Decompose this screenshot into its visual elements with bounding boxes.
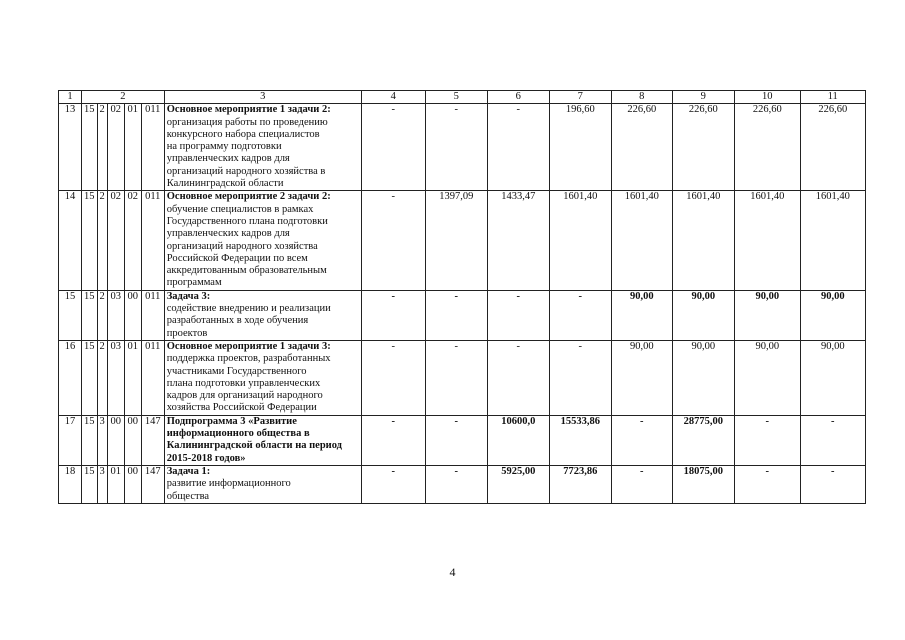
code-cell: 01 xyxy=(107,465,124,503)
row-title: Основное мероприятие 2 задачи 2: xyxy=(166,191,331,203)
row-description-line: Государственного плана подготовки xyxy=(166,215,328,227)
value-cell: 1433,47 xyxy=(487,191,549,290)
value-cell: - xyxy=(734,415,800,465)
code-cell: 3 xyxy=(97,465,107,503)
value-cell: - xyxy=(734,465,800,503)
code-cell: 147 xyxy=(141,465,164,503)
table-row xyxy=(59,191,866,290)
code-cell: 02 xyxy=(124,191,141,290)
value-cell: 90,00 xyxy=(611,340,672,415)
value-cell: 5925,00 xyxy=(487,465,549,503)
value-cell: - xyxy=(611,465,672,503)
header-cell: 9 xyxy=(672,91,734,104)
row-description-line: Калининградской области xyxy=(166,178,284,190)
code-cell: 03 xyxy=(107,340,124,415)
row-title: Задача 3: xyxy=(166,290,211,302)
row-number-cell: 13 xyxy=(59,104,82,191)
description-cell xyxy=(164,104,361,191)
code-cell: 00 xyxy=(124,465,141,503)
header-cell: 6 xyxy=(487,91,549,104)
value-cell: 226,60 xyxy=(672,104,734,191)
header-cell: 5 xyxy=(425,91,487,104)
row-description-line: кадров для организаций народного xyxy=(166,390,323,402)
value-cell: 7723,86 xyxy=(549,465,611,503)
row-description-line: организаций народного хозяйства в xyxy=(166,165,326,177)
description-cell xyxy=(164,465,361,503)
row-title: Основное мероприятие 1 задачи 3: xyxy=(166,340,331,352)
row-number-cell: 15 xyxy=(59,290,82,340)
table-row xyxy=(59,104,866,191)
value-cell: - xyxy=(549,290,611,340)
header-cell: 11 xyxy=(800,91,865,104)
value-cell: 1601,40 xyxy=(734,191,800,290)
code-cell: 2 xyxy=(97,290,107,340)
code-cell: 03 xyxy=(107,290,124,340)
row-title: Задача 1: xyxy=(166,465,211,477)
row-title: Основное мероприятие 1 задачи 2: xyxy=(166,104,331,116)
row-description-line: содействие внедрению и реализации xyxy=(166,303,331,315)
value-cell: 226,60 xyxy=(800,104,865,191)
code-cell: 011 xyxy=(141,191,164,290)
code-cell: 2 xyxy=(97,191,107,290)
code-cell: 147 xyxy=(141,415,164,465)
value-cell: - xyxy=(361,191,425,290)
value-cell: 1601,40 xyxy=(549,191,611,290)
row-description-line: Российской Федерации по всем xyxy=(166,252,308,264)
value-cell: - xyxy=(361,104,425,191)
row-description-line: проектов xyxy=(166,327,208,339)
row-description-line: управленческих кадров для xyxy=(166,228,290,240)
value-cell: - xyxy=(549,340,611,415)
value-cell: - xyxy=(425,104,487,191)
table-row xyxy=(59,340,866,415)
row-number-cell: 14 xyxy=(59,191,82,290)
value-cell: - xyxy=(361,465,425,503)
value-cell: - xyxy=(425,415,487,465)
value-cell: 1601,40 xyxy=(611,191,672,290)
description-cell xyxy=(164,340,361,415)
table-row xyxy=(59,465,866,503)
description-cell xyxy=(164,415,361,465)
value-cell: 1397,09 xyxy=(425,191,487,290)
row-number-cell: 18 xyxy=(59,465,82,503)
value-cell: 90,00 xyxy=(734,340,800,415)
row-description-line: поддержка проектов, разработанных xyxy=(166,353,331,365)
value-cell: 28775,00 xyxy=(672,415,734,465)
code-cell: 011 xyxy=(141,290,164,340)
value-cell: - xyxy=(611,415,672,465)
code-cell: 2 xyxy=(97,104,107,191)
header-cell: 1 xyxy=(59,91,82,104)
code-cell: 011 xyxy=(141,340,164,415)
description-cell xyxy=(164,290,361,340)
code-cell: 00 xyxy=(107,415,124,465)
value-cell: 90,00 xyxy=(672,340,734,415)
value-cell: 226,60 xyxy=(611,104,672,191)
value-cell: 10600,0 xyxy=(487,415,549,465)
row-description-line: организаций народного хозяйства xyxy=(166,240,318,252)
value-cell: 226,60 xyxy=(734,104,800,191)
code-cell: 15 xyxy=(82,465,98,503)
header-cell: 8 xyxy=(611,91,672,104)
code-cell: 01 xyxy=(124,104,141,191)
row-description-line: на программу подготовки xyxy=(166,141,282,153)
code-cell: 00 xyxy=(124,290,141,340)
value-cell: 90,00 xyxy=(672,290,734,340)
page-number: 4 xyxy=(449,565,456,579)
value-cell: - xyxy=(425,340,487,415)
code-cell: 02 xyxy=(107,191,124,290)
code-cell: 15 xyxy=(82,340,98,415)
code-cell: 15 xyxy=(82,104,98,191)
row-description-line: хозяйства Российской Федерации xyxy=(166,402,317,414)
value-cell: - xyxy=(487,104,549,191)
code-cell: 15 xyxy=(82,191,98,290)
value-cell: 90,00 xyxy=(734,290,800,340)
table-row xyxy=(59,415,866,465)
header-cell: 7 xyxy=(549,91,611,104)
row-description-line: программам xyxy=(166,277,222,289)
value-cell: - xyxy=(361,415,425,465)
code-cell: 02 xyxy=(107,104,124,191)
value-cell: - xyxy=(487,340,549,415)
description-cell xyxy=(164,191,361,290)
row-description-line: обучение специалистов в рамках xyxy=(166,203,314,215)
code-cell: 00 xyxy=(124,415,141,465)
row-description-line: организация работы по проведению xyxy=(166,116,328,128)
row-description-line: аккредитованным образовательным xyxy=(166,265,327,277)
row-number-cell: 16 xyxy=(59,340,82,415)
value-cell: 90,00 xyxy=(611,290,672,340)
value-cell: - xyxy=(361,340,425,415)
table-row xyxy=(59,290,866,340)
value-cell: 90,00 xyxy=(800,340,865,415)
row-description-line: плана подготовки управленческих xyxy=(166,377,321,389)
code-cell: 011 xyxy=(141,104,164,191)
value-cell: 90,00 xyxy=(800,290,865,340)
code-cell: 01 xyxy=(124,340,141,415)
value-cell: - xyxy=(487,290,549,340)
code-cell: 3 xyxy=(97,415,107,465)
code-cell: 15 xyxy=(82,415,98,465)
row-description-line: общества xyxy=(166,490,210,502)
value-cell: - xyxy=(425,290,487,340)
value-cell: - xyxy=(425,465,487,503)
row-description-line: развитие информационного xyxy=(166,478,291,490)
row-title: Подпрограмма 3 «Развитие информационного общества в Калининградской области на период 2015-2018 годов» xyxy=(166,415,342,464)
value-cell: - xyxy=(800,415,865,465)
row-description-line: разработанных в ходе обучения xyxy=(166,315,309,327)
code-cell: 15 xyxy=(82,290,98,340)
value-cell: 1601,40 xyxy=(800,191,865,290)
row-description-line: участниками Государственного xyxy=(166,365,307,377)
header-cell: 10 xyxy=(734,91,800,104)
row-description-line: конкурсного набора специалистов xyxy=(166,128,320,140)
value-cell: 196,60 xyxy=(549,104,611,191)
header-row xyxy=(59,91,866,104)
value-cell: 1601,40 xyxy=(672,191,734,290)
value-cell: - xyxy=(361,290,425,340)
budget-table xyxy=(58,90,866,504)
row-number-cell: 17 xyxy=(59,415,82,465)
header-cell: 3 xyxy=(164,91,361,104)
header-cell: 4 xyxy=(361,91,425,104)
row-description-line: управленческих кадров для xyxy=(166,153,290,165)
value-cell: - xyxy=(800,465,865,503)
value-cell: 15533,86 xyxy=(549,415,611,465)
code-cell: 2 xyxy=(97,340,107,415)
value-cell: 18075,00 xyxy=(672,465,734,503)
header-cell: 2 xyxy=(82,91,165,104)
